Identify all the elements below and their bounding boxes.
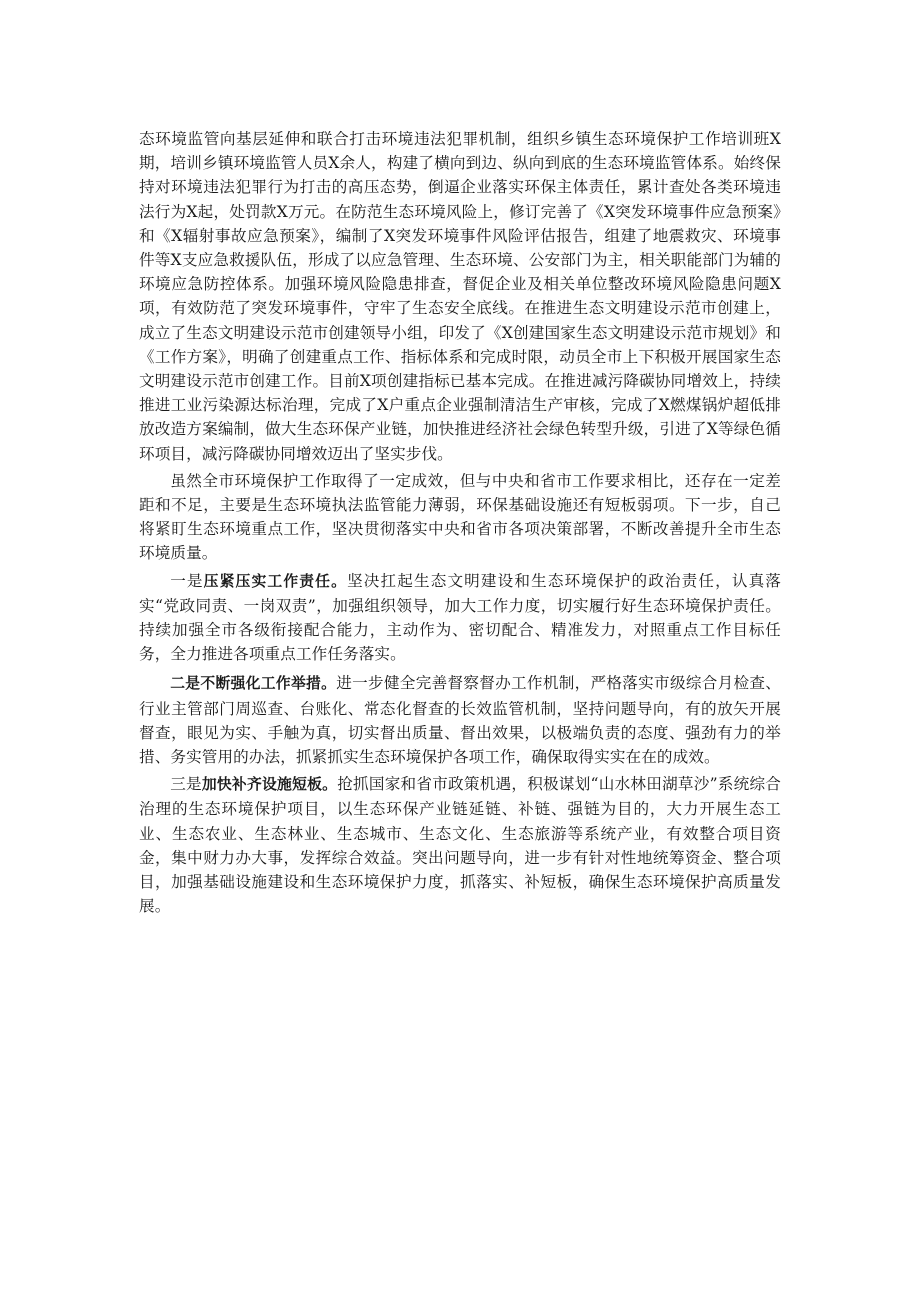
document-body: [139, 127, 781, 919]
measure-two-text: 进一步健全完善督察督办工作机制，严格落实市级综合月检查、行业主管部门周巡查、台账化、常态化督查的长效监管机制，坚持问题导向，有的放矢开展督查，眼见为实、手触为真，切实督出质量、督出效果，以极端负责的态度、强劲有力的举措、务实管用的办法，抓紧抓实生态环境保护各项工作，确保取得实实在在的成效。: [139, 674, 781, 767]
measure-one-text: 坚决扛起生态文明建设和生态环境保护的政治责任，认真落实“党政同责、一岗双责”，加强组织领导，加大工作力度，切实履行好生态环境保护责任。持续加强全市各级衔接配合能力，主动作为、密切配合、精准发力，对照重点工作目标任务，全力推进各项重点工作任务落实。: [139, 571, 782, 664]
measure-one-heading: 压紧压实工作责任。: [203, 572, 348, 590]
paragraph-measure-three: [139, 772, 781, 918]
measure-three-text: 抢抓国家和省市政策机遇，积极谋划“山水林田湖草沙”系统综合治理的生态环境保护项目，以生态环保产业链延链、补链、强链为目的，大力开展生态工业、生态农业、生态林业、生态城市、生态文化、生态旅游等系统产业，有效整合项目资金，集中财力办大事，发挥综合效益。突出问题导向，进一步有针对性地统筹资金、整合项目，加强基础设施建设和生态环境保护力度，抓落实、补短板，确保生态环境保护高质量发展。: [139, 775, 781, 916]
paragraph-continued: 态环境监管向基层延伸和联合打击环境违法犯罪机制，组织乡镇生态环境保护工作培训班X期，培训乡镇环境监管人员X余人，构建了横向到边、纵向到底的生态环境监管体系。始终保持对环境违法犯罪行为打击的高压态势，倒逼企业落实环保主体责任，累计查处各类环境违法行为X起，处罚款X万元。在防范生态环境风险上，修订完善了《X突发环境事件应急预案》和《X辐射事故应急预案》，编制了X突发环境事件风险评估报告，组建了地震救灾、环境事件等X支应急救援队伍，形成了以应急管理、生态环境、公安部门为主，相关职能部门为辅的环境应急防控体系。加强环境风险隐患排查，督促企业及相关单位整改环境风险隐患问题X项，有效防范了突发环境事件，守牢了生态安全底线。在推进生态文明建设示范市创建上，成立了生态文明建设示范市创建领导小组，印发了《X创建国家生态文明建设示范市规划》和《工作方案》，明确了创建重点工作、指标体系和完成时限，动员全市上下积极开展国家生态文明建设示范市创建工作。目前X项创建指标已基本完成。在推进减污降碳协同增效上，持续推进工业污染源达标治理，完成了X户重点企业强制清洁生产审核，完成了X燃煤锅炉超低排放改造方案编制，做大生态环保产业链，加快推进经济社会绿色转型升级，引进了X等绿色循环项目，减污降碳协同增效迈出了坚实步伐。: [139, 130, 781, 463]
measure-two-heading: 二是不断强化工作举措。: [170, 675, 337, 693]
paragraph-measure-one: [139, 569, 781, 667]
measure-three-prefix: 三是: [170, 775, 202, 794]
measure-three-heading: 加快补齐设施短板。: [201, 776, 338, 794]
paragraph-summary: 虽然全市环境保护工作取得了一定成效，但与中央和省市工作要求相比，还存在一定差距和不足，主要是生态环境执法监管能力薄弱，环保基础设施还有短板弱项。下一步，自己将紧盯生态环境重点工作，坚决贯彻落实中央和省市各项决策部署，不断改善提升全市生态环境质量。: [139, 471, 781, 563]
paragraph-measure-two: [139, 671, 781, 769]
measure-one-prefix: 一是: [170, 571, 204, 590]
